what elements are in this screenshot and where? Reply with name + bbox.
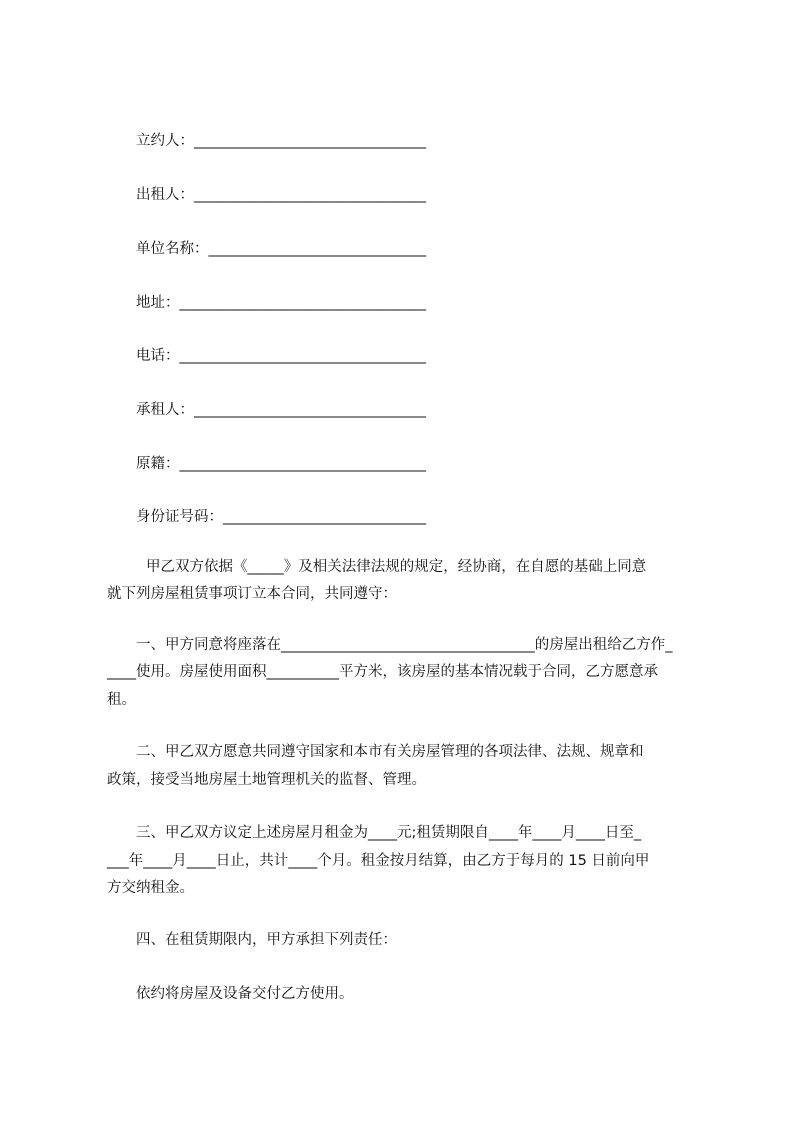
clause-4-line-1: 四、在租赁期限内，甲方承担下列责任： (136, 932, 397, 948)
intro-line-2: 就下列房屋租赁事项订立本合同，共同遵守： (107, 586, 397, 602)
field-chengzuren: 承租人：________________________________ (136, 402, 426, 418)
field-danwei: 单位名称：______________________________ (136, 241, 426, 257)
clause-2-line-2: 政策，接受当地房屋土地管理机关的监督、管理。 (107, 772, 426, 788)
clause-1-line-1: 一、甲方同意将座落在___________________________________的房屋出租给乙方作_ (136, 637, 673, 653)
intro-line-1: 甲乙双方依据《_____》及相关法律法规的规定，经协商，在自愿的基础上同意 (146, 559, 647, 575)
field-chuzuren: 出租人：________________________________ (136, 187, 426, 203)
field-yuanji: 原籍：__________________________________ (136, 456, 426, 472)
clause-1-line-3: 租。 (107, 692, 136, 708)
field-shenfenzheng: 身份证号码：____________________________ (136, 509, 426, 525)
field-dianhua: 电话：__________________________________ (136, 348, 426, 364)
clause-2-line-1: 二、甲乙双方愿意共同遵守国家和本市有关房屋管理的各项法律、法规、规章和 (136, 744, 644, 760)
clause-3-line-1: 三、甲乙双方议定上述房屋月租金为____元;租赁期限自____年____月____日至_ (136, 825, 642, 841)
clause-4-item-1: 依约将房屋及设备交付乙方使用。 (136, 986, 354, 1002)
field-lianyueren: 立约人：________________________________ (136, 133, 426, 149)
field-dizhi: 地址：__________________________________ (136, 295, 426, 311)
clause-3-line-3: 方交纳租金。 (107, 880, 194, 896)
clause-3-line-2: ___年____月____日止，共计____个月。租金按月结算，由乙方于每月的 15 日前向甲 (107, 853, 650, 869)
clause-1-line-2: ____使用。房屋使用面积__________平方米，该房屋的基本情况载于合同，乙方愿意承 (107, 664, 658, 680)
